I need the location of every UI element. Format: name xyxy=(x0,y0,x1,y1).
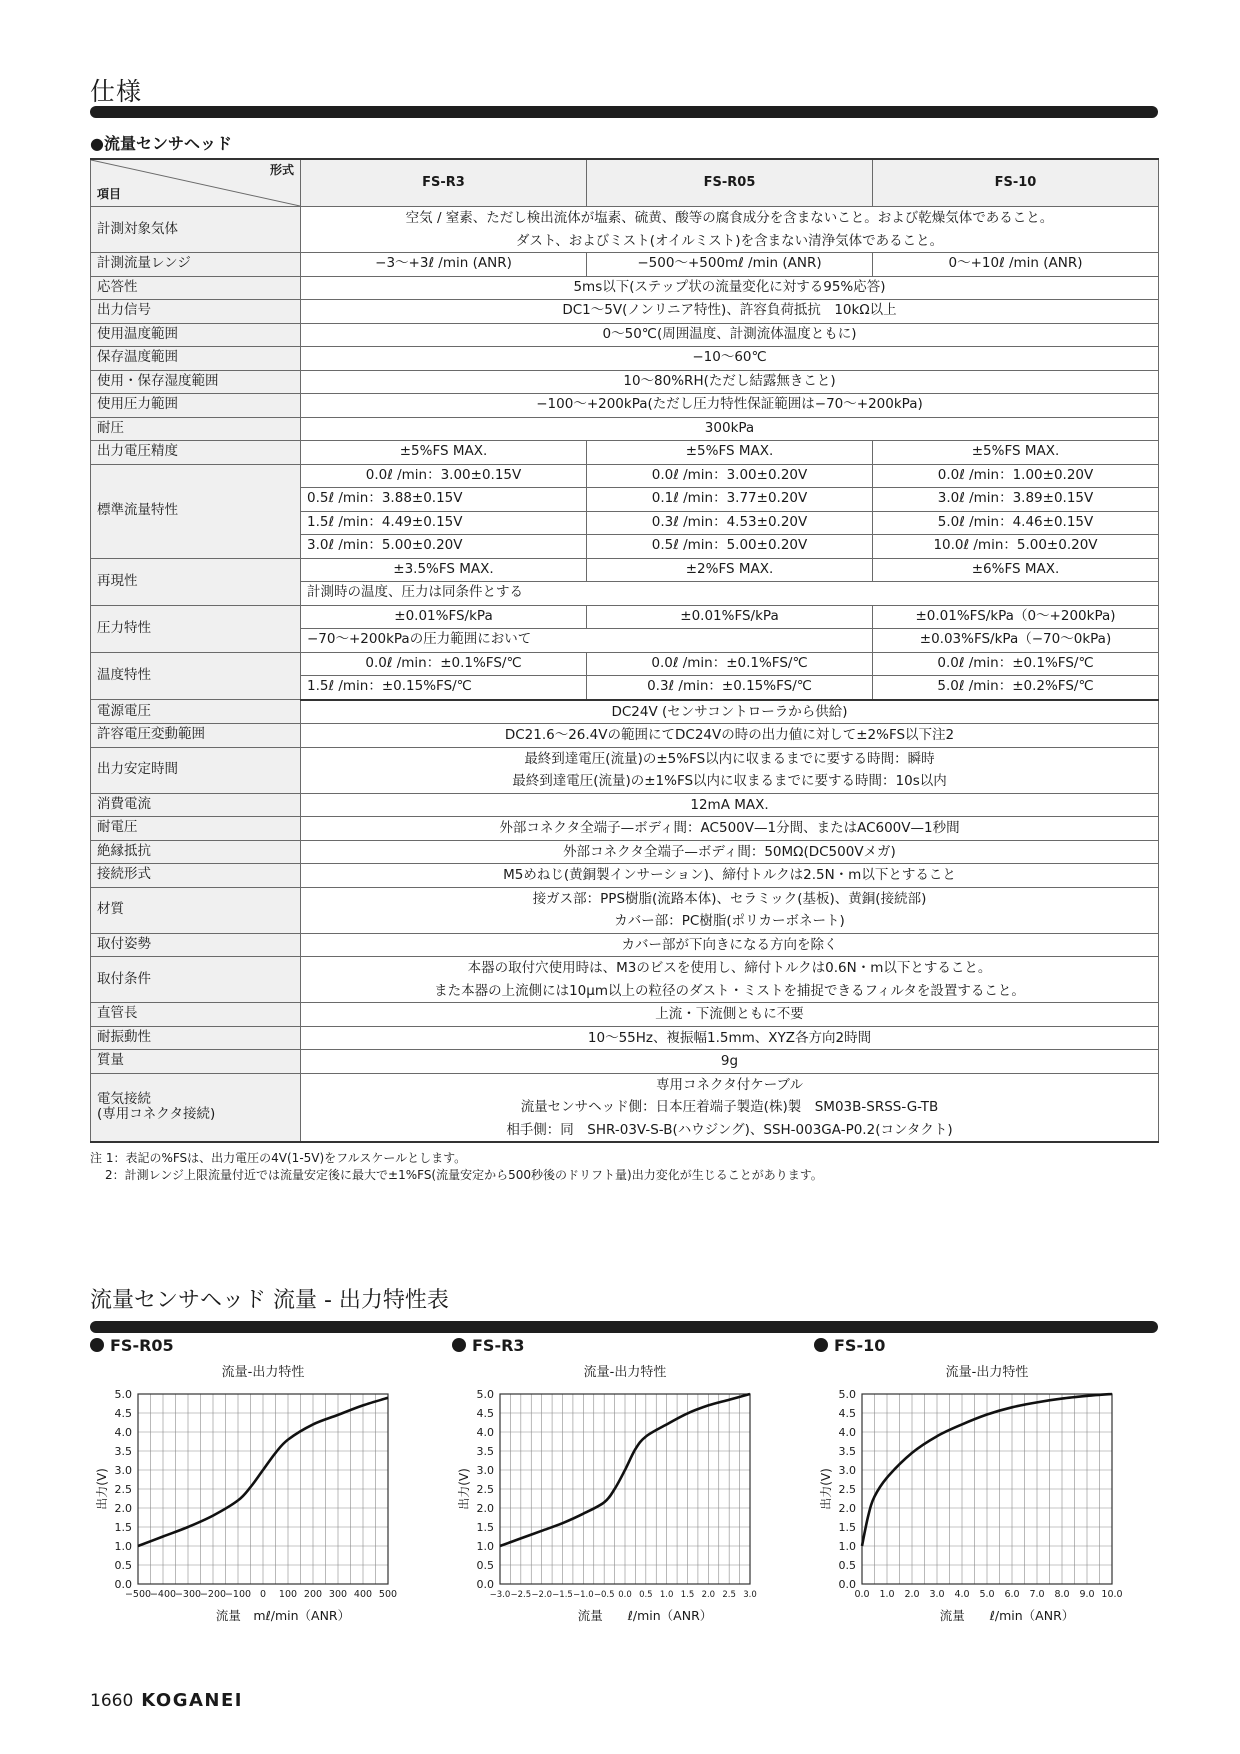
chart-svg xyxy=(90,1358,420,1638)
x-tick-label: −300 xyxy=(174,1589,202,1600)
y-tick-label: 2.0 xyxy=(838,1502,856,1515)
y-axis-label: 出力(V) xyxy=(819,1468,833,1510)
charts-rule xyxy=(90,1321,1158,1333)
row-label xyxy=(91,840,301,864)
y-tick-label: 3.5 xyxy=(838,1445,856,1458)
table-row xyxy=(91,1026,1159,1050)
model-header-fs-r05: FS-R05 xyxy=(587,159,873,207)
chart-model-label xyxy=(452,1336,525,1355)
y-tick-label: 1.0 xyxy=(476,1540,494,1553)
row-value: 0.0ℓ /min：3.00±0.15V xyxy=(301,464,587,488)
row-value xyxy=(301,933,1159,957)
x-tick-label: 8.0 xyxy=(1054,1589,1070,1600)
table-row xyxy=(91,1003,1159,1027)
x-axis-label: 流量 ℓ/min（ANR） xyxy=(577,1608,713,1623)
row-value xyxy=(301,1003,1159,1027)
row-value: 0〜50℃(周囲温度、計測流体温度ともに) xyxy=(301,323,1159,347)
x-tick-label: 0.0 xyxy=(854,1589,870,1600)
row-label: 計測対象気体 xyxy=(91,207,301,253)
value-line: カバー部が下向きになる方向を除く xyxy=(621,936,838,953)
value-line: M5めねじ(黄銅製インサーション)、締付トルクは2.5N・m以下とすること xyxy=(503,867,956,883)
table-row xyxy=(91,441,1159,465)
y-tick-label: 4.0 xyxy=(838,1426,856,1439)
row-label xyxy=(91,887,301,933)
chart-title: 流量-出力特性 xyxy=(221,1365,305,1380)
title-rule xyxy=(90,106,1158,118)
table-row xyxy=(91,933,1159,957)
x-tick-label: 3.0 xyxy=(743,1590,757,1600)
value-line: また本器の上流側には10μm以上の粒径のダスト・ミストを捕捉できるフィルタを設置すること。 xyxy=(434,982,1025,999)
row-label-text: 出力安定時間 xyxy=(97,761,178,778)
value-line: 本器の取付穴使用時は、M3のビスを使用し、締付トルクは0.6N・m以下とすること。 xyxy=(467,960,992,976)
table-row xyxy=(91,1073,1159,1142)
chart-model-name: FS-R05 xyxy=(110,1336,174,1355)
y-tick-label: 3.5 xyxy=(476,1445,494,1458)
y-tick-label: 4.5 xyxy=(838,1407,856,1420)
row-value: ±5%FS MAX. xyxy=(587,441,873,465)
chart-fs-10 xyxy=(814,1336,1144,1636)
table-row xyxy=(91,417,1159,441)
bullet-icon xyxy=(814,1338,828,1352)
row-label: 再現性 xyxy=(91,558,301,605)
value-line: 空気 / 窒素、ただし検出流体が塩素、硫黄、酸等の腐食成分を含まないこと。および乾燥気体であること。 xyxy=(405,210,1054,226)
row-value: 10〜80%RH(ただし結露無きこと) xyxy=(301,370,1159,394)
y-tick-label: 0.5 xyxy=(838,1559,856,1572)
row-label: 使用圧力範囲 xyxy=(91,394,301,418)
y-tick-label: 4.0 xyxy=(114,1426,132,1439)
row-label: 応答性 xyxy=(91,276,301,300)
x-tick-label: 200 xyxy=(303,1589,323,1600)
row-value xyxy=(301,793,1159,817)
y-tick-label: 3.0 xyxy=(114,1464,132,1477)
table-row xyxy=(91,724,1159,748)
y-tick-label: 4.5 xyxy=(114,1407,132,1420)
row-value: 300kPa xyxy=(301,417,1159,441)
model-header-fs-r3: FS-R3 xyxy=(301,159,587,207)
value-line: 外部コネクタ全端子—ボディ間：50MΩ(DC500Vメガ) xyxy=(563,843,896,860)
row-label-text: 絶縁抵抗 xyxy=(97,842,151,859)
x-tick-label: 10.0 xyxy=(1101,1589,1123,1600)
row-value: 10.0ℓ /min：5.00±0.20V xyxy=(873,535,1159,559)
y-tick-label: 4.0 xyxy=(476,1426,494,1439)
table-row xyxy=(91,840,1159,864)
table-row xyxy=(91,323,1159,347)
spec-table-lower xyxy=(91,700,1159,1143)
value-line: 9g xyxy=(720,1053,739,1069)
row-label xyxy=(91,933,301,957)
row-value: ±6%FS MAX. xyxy=(873,558,1159,582)
row-label: 温度特性 xyxy=(91,652,301,700)
x-axis-label: 流量 ℓ/min（ANR） xyxy=(939,1608,1075,1623)
y-tick-label: 2.5 xyxy=(114,1483,132,1496)
x-tick-label: 2.5 xyxy=(722,1590,736,1600)
chart-svg xyxy=(814,1358,1144,1638)
y-tick-label: 4.5 xyxy=(476,1407,494,1420)
x-tick-label: 0 xyxy=(259,1589,267,1600)
y-tick-label: 3.5 xyxy=(114,1445,132,1458)
row-value: −3〜+3ℓ /min (ANR) xyxy=(301,253,587,277)
row-value: 0.0ℓ /min：1.00±0.20V xyxy=(873,464,1159,488)
y-tick-label: 1.5 xyxy=(838,1521,856,1534)
x-tick-label: −1.0 xyxy=(573,1590,594,1600)
chart-model-name: FS-10 xyxy=(834,1336,886,1355)
row-value: ±0.01%FS/kPa（0〜+200kPa) xyxy=(873,605,1159,629)
chart-fs-r3 xyxy=(452,1336,782,1636)
x-tick-label: −3.0 xyxy=(489,1590,511,1600)
row-value: −100〜+200kPa(ただし圧力特性保証範囲は−70〜+200kPa) xyxy=(301,394,1159,418)
row-label: 保存温度範囲 xyxy=(91,347,301,371)
value-line: 上流・下流側ともに不要 xyxy=(655,1006,804,1022)
x-tick-label: 6.0 xyxy=(1004,1589,1020,1600)
x-tick-label: 7.0 xyxy=(1029,1589,1045,1600)
note-2: 2：計測レンジ上限流量付近では流量安定後に最大で±1%FS(流量安定から500秒後のドリフト量)出力変化が生じることがあります。 xyxy=(105,1168,823,1182)
row-label-text: 直管長 xyxy=(97,1005,138,1022)
spec-table xyxy=(90,158,1159,1143)
x-tick-label: −200 xyxy=(199,1589,227,1600)
row-label-text: 接続形式 xyxy=(97,866,151,883)
row-label: 標準流量特性 xyxy=(91,464,301,558)
y-tick-label: 1.0 xyxy=(114,1540,132,1553)
y-tick-label: 0.0 xyxy=(476,1578,494,1591)
row-value: 0〜+10ℓ /min (ANR) xyxy=(873,253,1159,277)
x-tick-label: 1.0 xyxy=(879,1589,895,1600)
row-value: 0.0ℓ /min：3.00±0.20V xyxy=(587,464,873,488)
row-value xyxy=(301,887,1159,933)
row-value: 1.5ℓ /min：±0.15%FS/℃ xyxy=(301,676,587,700)
row-value: 3.0ℓ /min：3.89±0.15V xyxy=(873,488,1159,512)
value-line: 相手側：同 SHR-03V-S-B(ハウジング)、SSH-003GA-P0.2(コンタクト) xyxy=(506,1121,953,1138)
table-row xyxy=(91,347,1159,371)
x-tick-label: 5.0 xyxy=(979,1589,995,1600)
row-label: 使用・保存湿度範囲 xyxy=(91,370,301,394)
header-corner xyxy=(91,159,301,207)
row-value xyxy=(301,957,1159,1003)
row-value xyxy=(301,1026,1159,1050)
table-row xyxy=(91,864,1159,888)
row-label: 使用温度範囲 xyxy=(91,323,301,347)
brand-logo: KOGANEI xyxy=(141,1690,243,1711)
row-value xyxy=(301,1050,1159,1074)
value-line: 最終到達電圧(流量)の±5%FS以内に収まるまでに要する時間：瞬時 xyxy=(524,750,935,767)
x-tick-label: 500 xyxy=(378,1589,398,1600)
row-label: 出力電圧精度 xyxy=(91,441,301,465)
chart-title: 流量-出力特性 xyxy=(583,1365,667,1380)
x-tick-label: −1.5 xyxy=(552,1590,573,1600)
row-value xyxy=(301,724,1159,748)
row-label-text: 材質 xyxy=(97,901,124,918)
value-line: 10〜55Hz、複振幅1.5mm、XYZ各方向2時間 xyxy=(587,1029,872,1046)
row-value: DC1〜5V(ノンリニア特性)、許容負荷抵抗 10kΩ以上 xyxy=(301,300,1159,324)
table-row xyxy=(91,747,1159,793)
row-value: 0.1ℓ /min：3.77±0.20V xyxy=(587,488,873,512)
row-label-sub: (専用コネクタ接続) xyxy=(97,1106,216,1123)
row-value xyxy=(301,207,1159,253)
header-item-label: 項目 xyxy=(97,187,122,202)
x-tick-label: 9.0 xyxy=(1079,1589,1095,1600)
row-value xyxy=(301,1073,1159,1142)
row-value: 0.3ℓ /min：±0.15%FS/℃ xyxy=(587,676,873,700)
y-tick-label: 1.5 xyxy=(476,1521,494,1534)
value-line: 12mA MAX. xyxy=(690,796,769,813)
y-tick-label: 5.0 xyxy=(476,1388,494,1401)
row-value: 0.0ℓ /min：±0.1%FS/℃ xyxy=(873,652,1159,676)
bullet-icon xyxy=(452,1338,466,1352)
row-label-text: 質量 xyxy=(97,1052,124,1069)
row-value xyxy=(301,817,1159,841)
header-model-label: 形式 xyxy=(269,163,294,177)
x-tick-label: −2.5 xyxy=(510,1590,532,1600)
x-tick-label: 400 xyxy=(353,1589,373,1600)
y-tick-label: 0.0 xyxy=(114,1578,132,1591)
row-label xyxy=(91,817,301,841)
table-row xyxy=(91,253,1159,277)
chart-svg xyxy=(452,1358,782,1638)
page-number: 1660 xyxy=(90,1691,134,1711)
y-tick-label: 2.5 xyxy=(838,1483,856,1496)
bullet-icon xyxy=(90,1338,104,1352)
value-line: 流量センサヘッド側：日本圧着端子製造(株)製 SM03B-SRSS-G-TB xyxy=(520,1099,939,1115)
row-value: 1.5ℓ /min：4.49±0.15V xyxy=(301,511,587,535)
chart-fs-r05 xyxy=(90,1336,420,1636)
x-tick-label: 300 xyxy=(328,1589,348,1600)
table-header-row xyxy=(91,159,1159,207)
footer xyxy=(90,1690,243,1711)
y-tick-label: 3.0 xyxy=(476,1464,494,1477)
row-value: ±0.01%FS/kPa xyxy=(587,605,873,629)
row-label-text: 許容電圧変動範囲 xyxy=(97,726,205,743)
value-line: DC21.6〜26.4Vの範囲にてDC24Vの時の出力値に対して±2%FS以下注2 xyxy=(504,727,955,743)
table-row xyxy=(91,887,1159,933)
x-tick-label: 0.5 xyxy=(639,1590,653,1600)
value-line: カバー部：PC樹脂(ポリカーボネート) xyxy=(614,913,845,929)
row-label xyxy=(91,1073,301,1142)
table-row xyxy=(91,793,1159,817)
row-value: 0.5ℓ /min：5.00±0.20V xyxy=(587,535,873,559)
x-tick-label: −500 xyxy=(124,1589,152,1600)
note-1: 注 1：表記の%FSは、出力電圧の4V(1-5V)をフルスケールとします。 xyxy=(90,1151,467,1165)
row-label xyxy=(91,793,301,817)
table-row xyxy=(91,300,1159,324)
row-value: ±5%FS MAX. xyxy=(301,441,587,465)
row-label-text: 耐振動性 xyxy=(97,1028,151,1045)
row-value xyxy=(301,840,1159,864)
row-value: −500〜+500mℓ /min (ANR) xyxy=(587,253,873,277)
y-tick-label: 0.5 xyxy=(476,1559,494,1572)
value-line: 接ガス部：PPS樹脂(流路本体)、セラミック(基板)、黄銅(接続部) xyxy=(532,890,927,907)
page-title: 仕様 xyxy=(90,77,143,106)
y-tick-label: 0.0 xyxy=(838,1578,856,1591)
table-row xyxy=(91,558,1159,582)
row-value: ±0.01%FS/kPa xyxy=(301,605,587,629)
row-label-text: 電源電圧 xyxy=(97,702,151,719)
x-tick-label: 2.0 xyxy=(904,1589,920,1600)
row-value: 0.5ℓ /min：3.88±0.15V xyxy=(301,488,587,512)
row-value xyxy=(301,700,1159,724)
y-tick-label: 2.5 xyxy=(476,1483,494,1496)
row-label xyxy=(91,957,301,1003)
y-axis-label: 出力(V) xyxy=(457,1468,471,1510)
x-tick-label: −100 xyxy=(224,1589,252,1600)
y-tick-label: 2.0 xyxy=(114,1502,132,1515)
row-value: 5.0ℓ /min：4.46±0.15V xyxy=(873,511,1159,535)
row-label xyxy=(91,700,301,724)
row-label xyxy=(91,747,301,793)
y-tick-label: 1.0 xyxy=(838,1540,856,1553)
row-value: ±2%FS MAX. xyxy=(587,558,873,582)
row-label-text: 取付条件 xyxy=(97,970,151,987)
row-value: 0.3ℓ /min：4.53±0.20V xyxy=(587,511,873,535)
row-value: −70〜+200kPaの圧力範囲において xyxy=(301,629,873,653)
value-line: 外部コネクタ全端子—ボディ間：AC500V—1分間、またはAC600V—1秒間 xyxy=(499,820,960,836)
table-row xyxy=(91,370,1159,394)
row-value: ±3.5%FS MAX. xyxy=(301,558,587,582)
row-label xyxy=(91,1050,301,1074)
y-tick-label: 5.0 xyxy=(114,1388,132,1401)
row-value: 5ms以下(ステップ状の流量変化に対する95%応答) xyxy=(301,276,1159,300)
row-value: −10〜60℃ xyxy=(301,347,1159,371)
row-label xyxy=(91,864,301,888)
row-value xyxy=(301,747,1159,793)
table-row xyxy=(91,652,1159,676)
x-tick-label: −0.5 xyxy=(593,1590,615,1600)
value-line: ダスト、およびミスト(オイルミスト)を含まない清浄気体であること。 xyxy=(515,232,944,249)
chart-model-name: FS-R3 xyxy=(472,1336,525,1355)
row-label: 計測流量レンジ xyxy=(91,253,301,277)
y-tick-label: 5.0 xyxy=(838,1388,856,1401)
row-value: 5.0ℓ /min：±0.2%FS/℃ xyxy=(873,676,1159,700)
table-row xyxy=(91,700,1159,724)
y-axis-label: 出力(V) xyxy=(95,1468,109,1510)
x-axis-label: 流量 mℓ/min（ANR） xyxy=(215,1608,351,1623)
row-label: 出力信号 xyxy=(91,300,301,324)
table-row xyxy=(91,394,1159,418)
row-label-text: 取付姿勢 xyxy=(97,935,151,952)
row-label-text: 電気接続 xyxy=(97,1090,151,1107)
y-tick-label: 0.5 xyxy=(114,1559,132,1572)
row-label-text: 耐電圧 xyxy=(97,819,138,836)
chart-model-label xyxy=(90,1336,174,1355)
value-line: 専用コネクタ付ケーブル xyxy=(655,1076,803,1093)
table-row xyxy=(91,207,1159,253)
row-label xyxy=(91,724,301,748)
table-row xyxy=(91,957,1159,1003)
row-label xyxy=(91,1026,301,1050)
x-tick-label: 2.0 xyxy=(701,1590,716,1600)
chart-title: 流量-出力特性 xyxy=(945,1365,1029,1380)
x-tick-label: 1.0 xyxy=(659,1590,674,1600)
x-tick-label: 3.0 xyxy=(929,1589,945,1600)
table-row xyxy=(91,1050,1159,1074)
x-tick-label: 1.5 xyxy=(680,1590,695,1600)
model-header-fs-10: FS-10 xyxy=(873,159,1159,207)
table-row xyxy=(91,464,1159,488)
x-tick-label: 4.0 xyxy=(954,1589,970,1600)
y-tick-label: 3.0 xyxy=(838,1464,856,1477)
x-tick-label: 0.0 xyxy=(618,1590,632,1600)
row-value xyxy=(301,864,1159,888)
charts-section-title: 流量センサヘッド 流量 - 出力特性表 xyxy=(90,1288,449,1313)
notes xyxy=(90,1150,823,1184)
value-line: DC24V (センサコントローラから供給) xyxy=(611,703,848,720)
table-row xyxy=(91,276,1159,300)
diagonal-line xyxy=(91,160,300,206)
row-value: 0.0ℓ /min：±0.1%FS/℃ xyxy=(587,652,873,676)
row-label: 耐圧 xyxy=(91,417,301,441)
value-line: 最終到達電圧(流量)の±1%FS以内に収まるまでに要する時間：10s以内 xyxy=(512,773,947,789)
table-row xyxy=(91,605,1159,629)
y-tick-label: 2.0 xyxy=(476,1502,494,1515)
chart-model-label xyxy=(814,1336,885,1355)
row-value: ±0.03%FS/kPa（−70〜0kPa) xyxy=(873,629,1159,653)
x-tick-label: −400 xyxy=(149,1589,177,1600)
row-value: 0.0ℓ /min：±0.1%FS/℃ xyxy=(301,652,587,676)
row-value: ±5%FS MAX. xyxy=(873,441,1159,465)
x-tick-label: 100 xyxy=(278,1589,298,1600)
x-tick-label: −2.0 xyxy=(531,1590,552,1600)
row-label: 圧力特性 xyxy=(91,605,301,652)
row-value: 計測時の温度、圧力は同条件とする xyxy=(301,582,1159,606)
row-value: 3.0ℓ /min：5.00±0.20V xyxy=(301,535,587,559)
row-label xyxy=(91,1003,301,1027)
table-title: ●流量センサヘッド xyxy=(90,134,232,153)
y-tick-label: 1.5 xyxy=(114,1521,132,1534)
table-row xyxy=(91,817,1159,841)
row-label-text: 消費電流 xyxy=(97,795,151,812)
